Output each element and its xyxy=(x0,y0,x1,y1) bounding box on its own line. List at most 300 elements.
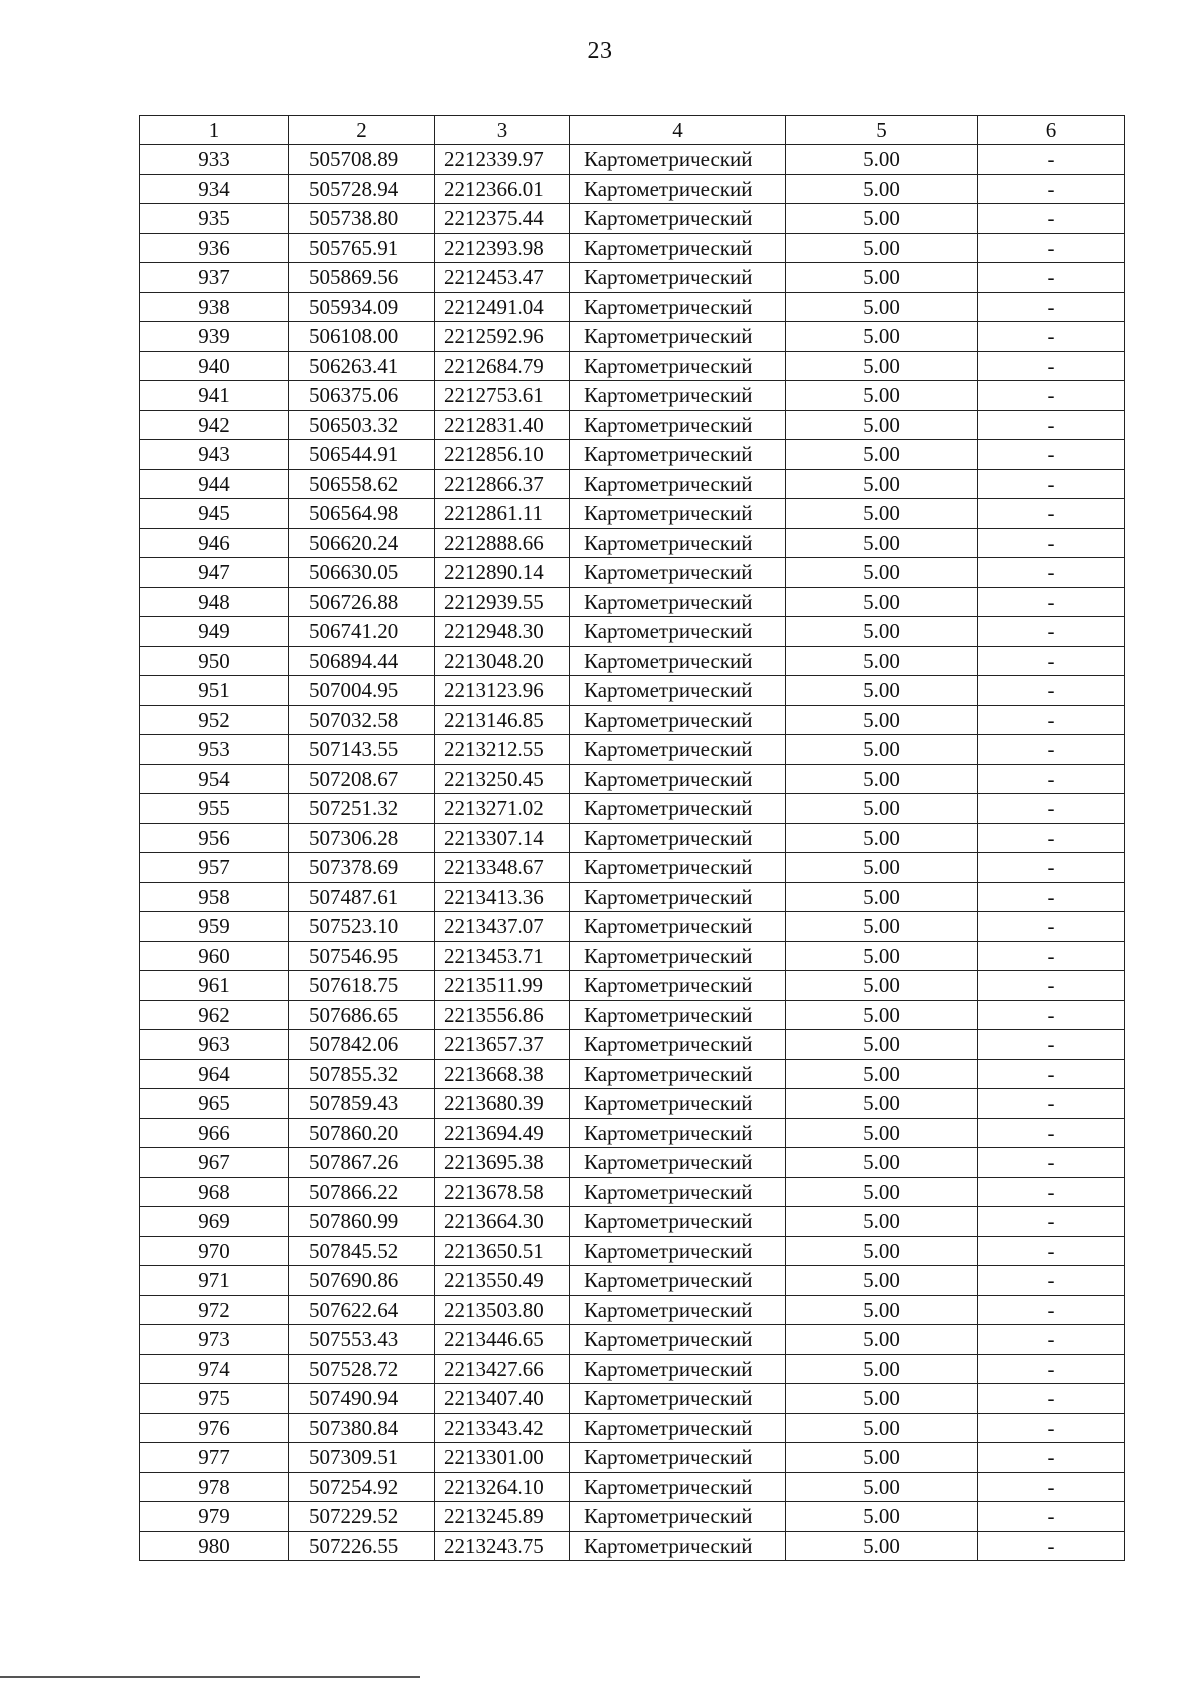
note-cell: - xyxy=(978,617,1125,647)
accuracy-cell: 5.00 xyxy=(786,204,978,234)
y-coordinate-cell: 2213245.89 xyxy=(435,1502,570,1532)
point-number-cell: 958 xyxy=(140,882,289,912)
note-cell: - xyxy=(978,764,1125,794)
note-cell: - xyxy=(978,1059,1125,1089)
method-cell: Картометрический xyxy=(570,912,786,942)
x-coordinate-cell: 505934.09 xyxy=(289,292,435,322)
accuracy-cell: 5.00 xyxy=(786,1472,978,1502)
y-coordinate-cell: 2213556.86 xyxy=(435,1000,570,1030)
note-cell: - xyxy=(978,1531,1125,1561)
point-number-cell: 953 xyxy=(140,735,289,765)
table-row xyxy=(140,292,1125,322)
y-coordinate-cell: 2213694.49 xyxy=(435,1118,570,1148)
x-coordinate-cell: 507251.32 xyxy=(289,794,435,824)
y-coordinate-cell: 2212939.55 xyxy=(435,587,570,617)
accuracy-cell: 5.00 xyxy=(786,735,978,765)
accuracy-cell: 5.00 xyxy=(786,1089,978,1119)
y-coordinate-cell: 2212339.97 xyxy=(435,145,570,175)
point-number-cell: 956 xyxy=(140,823,289,853)
method-cell: Картометрический xyxy=(570,941,786,971)
method-cell: Картометрический xyxy=(570,1384,786,1414)
method-cell: Картометрический xyxy=(570,646,786,676)
x-coordinate-cell: 507860.20 xyxy=(289,1118,435,1148)
x-coordinate-cell: 507309.51 xyxy=(289,1443,435,1473)
note-cell: - xyxy=(978,1030,1125,1060)
point-number-cell: 945 xyxy=(140,499,289,529)
table-row xyxy=(140,322,1125,352)
table-row xyxy=(140,1177,1125,1207)
note-cell: - xyxy=(978,440,1125,470)
x-coordinate-cell: 506620.24 xyxy=(289,528,435,558)
note-cell: - xyxy=(978,1413,1125,1443)
accuracy-cell: 5.00 xyxy=(786,174,978,204)
y-coordinate-cell: 2213678.58 xyxy=(435,1177,570,1207)
table-row xyxy=(140,941,1125,971)
x-coordinate-cell: 507842.06 xyxy=(289,1030,435,1060)
note-cell: - xyxy=(978,587,1125,617)
accuracy-cell: 5.00 xyxy=(786,1354,978,1384)
method-cell: Картометрический xyxy=(570,735,786,765)
point-number-cell: 976 xyxy=(140,1413,289,1443)
table-row xyxy=(140,1148,1125,1178)
method-cell: Картометрический xyxy=(570,971,786,1001)
point-number-cell: 963 xyxy=(140,1030,289,1060)
x-coordinate-cell: 506630.05 xyxy=(289,558,435,588)
point-number-cell: 947 xyxy=(140,558,289,588)
y-coordinate-cell: 2213343.42 xyxy=(435,1413,570,1443)
point-number-cell: 950 xyxy=(140,646,289,676)
accuracy-cell: 5.00 xyxy=(786,528,978,558)
point-number-cell: 977 xyxy=(140,1443,289,1473)
point-number-cell: 975 xyxy=(140,1384,289,1414)
table-row xyxy=(140,587,1125,617)
y-coordinate-cell: 2212393.98 xyxy=(435,233,570,263)
x-coordinate-cell: 506558.62 xyxy=(289,469,435,499)
note-cell: - xyxy=(978,735,1125,765)
table-row xyxy=(140,351,1125,381)
accuracy-cell: 5.00 xyxy=(786,145,978,175)
x-coordinate-cell: 507487.61 xyxy=(289,882,435,912)
y-coordinate-cell: 2212684.79 xyxy=(435,351,570,381)
method-cell: Картометрический xyxy=(570,1413,786,1443)
header-cell-6: 6 xyxy=(978,116,1125,145)
method-cell: Картометрический xyxy=(570,764,786,794)
point-number-cell: 966 xyxy=(140,1118,289,1148)
x-coordinate-cell: 505869.56 xyxy=(289,263,435,293)
table-row xyxy=(140,410,1125,440)
method-cell: Картометрический xyxy=(570,204,786,234)
x-coordinate-cell: 507845.52 xyxy=(289,1236,435,1266)
x-coordinate-cell: 507855.32 xyxy=(289,1059,435,1089)
accuracy-cell: 5.00 xyxy=(786,941,978,971)
accuracy-cell: 5.00 xyxy=(786,233,978,263)
note-cell: - xyxy=(978,1384,1125,1414)
y-coordinate-cell: 2212948.30 xyxy=(435,617,570,647)
note-cell: - xyxy=(978,853,1125,883)
table-row xyxy=(140,381,1125,411)
table-row xyxy=(140,528,1125,558)
point-number-cell: 941 xyxy=(140,381,289,411)
point-number-cell: 969 xyxy=(140,1207,289,1237)
point-number-cell: 960 xyxy=(140,941,289,971)
y-coordinate-cell: 2213446.65 xyxy=(435,1325,570,1355)
point-number-cell: 971 xyxy=(140,1266,289,1296)
accuracy-cell: 5.00 xyxy=(786,292,978,322)
point-number-cell: 972 xyxy=(140,1295,289,1325)
y-coordinate-cell: 2212753.61 xyxy=(435,381,570,411)
y-coordinate-cell: 2213668.38 xyxy=(435,1059,570,1089)
note-cell: - xyxy=(978,1118,1125,1148)
note-cell: - xyxy=(978,646,1125,676)
x-coordinate-cell: 506894.44 xyxy=(289,646,435,676)
x-coordinate-cell: 507032.58 xyxy=(289,705,435,735)
method-cell: Картометрический xyxy=(570,823,786,853)
table-row xyxy=(140,174,1125,204)
method-cell: Картометрический xyxy=(570,440,786,470)
note-cell: - xyxy=(978,1207,1125,1237)
y-coordinate-cell: 2213511.99 xyxy=(435,971,570,1001)
y-coordinate-cell: 2213427.66 xyxy=(435,1354,570,1384)
x-coordinate-cell: 505728.94 xyxy=(289,174,435,204)
table-row xyxy=(140,971,1125,1001)
header-cell-3: 3 xyxy=(435,116,570,145)
table-row xyxy=(140,1354,1125,1384)
accuracy-cell: 5.00 xyxy=(786,794,978,824)
accuracy-cell: 5.00 xyxy=(786,676,978,706)
method-cell: Картометрический xyxy=(570,1148,786,1178)
y-coordinate-cell: 2212856.10 xyxy=(435,440,570,470)
x-coordinate-cell: 507859.43 xyxy=(289,1089,435,1119)
accuracy-cell: 5.00 xyxy=(786,1325,978,1355)
method-cell: Картометрический xyxy=(570,528,786,558)
y-coordinate-cell: 2213650.51 xyxy=(435,1236,570,1266)
x-coordinate-cell: 506375.06 xyxy=(289,381,435,411)
y-coordinate-cell: 2213146.85 xyxy=(435,705,570,735)
x-coordinate-cell: 507690.86 xyxy=(289,1266,435,1296)
method-cell: Картометрический xyxy=(570,558,786,588)
x-coordinate-cell: 505738.80 xyxy=(289,204,435,234)
note-cell: - xyxy=(978,410,1125,440)
method-cell: Картометрический xyxy=(570,499,786,529)
point-number-cell: 942 xyxy=(140,410,289,440)
point-number-cell: 948 xyxy=(140,587,289,617)
table-row xyxy=(140,1472,1125,1502)
point-number-cell: 965 xyxy=(140,1089,289,1119)
table-row xyxy=(140,1502,1125,1532)
x-coordinate-cell: 505708.89 xyxy=(289,145,435,175)
header-cell-5: 5 xyxy=(786,116,978,145)
x-coordinate-cell: 507306.28 xyxy=(289,823,435,853)
y-coordinate-cell: 2213271.02 xyxy=(435,794,570,824)
table-row xyxy=(140,1236,1125,1266)
point-number-cell: 978 xyxy=(140,1472,289,1502)
point-number-cell: 973 xyxy=(140,1325,289,1355)
point-number-cell: 979 xyxy=(140,1502,289,1532)
accuracy-cell: 5.00 xyxy=(786,1030,978,1060)
method-cell: Картометрический xyxy=(570,587,786,617)
note-cell: - xyxy=(978,1089,1125,1119)
x-coordinate-cell: 506503.32 xyxy=(289,410,435,440)
x-coordinate-cell: 507226.55 xyxy=(289,1531,435,1561)
accuracy-cell: 5.00 xyxy=(786,1177,978,1207)
y-coordinate-cell: 2213680.39 xyxy=(435,1089,570,1119)
point-number-cell: 949 xyxy=(140,617,289,647)
table-row xyxy=(140,617,1125,647)
y-coordinate-cell: 2212890.14 xyxy=(435,558,570,588)
y-coordinate-cell: 2213048.20 xyxy=(435,646,570,676)
accuracy-cell: 5.00 xyxy=(786,1413,978,1443)
note-cell: - xyxy=(978,351,1125,381)
x-coordinate-cell: 507143.55 xyxy=(289,735,435,765)
method-cell: Картометрический xyxy=(570,1472,786,1502)
accuracy-cell: 5.00 xyxy=(786,351,978,381)
x-coordinate-cell: 507867.26 xyxy=(289,1148,435,1178)
table-row xyxy=(140,1000,1125,1030)
note-cell: - xyxy=(978,971,1125,1001)
method-cell: Картометрический xyxy=(570,174,786,204)
table-row xyxy=(140,735,1125,765)
table-row xyxy=(140,1295,1125,1325)
note-cell: - xyxy=(978,1148,1125,1178)
x-coordinate-cell: 506544.91 xyxy=(289,440,435,470)
point-number-cell: 939 xyxy=(140,322,289,352)
note-cell: - xyxy=(978,145,1125,175)
note-cell: - xyxy=(978,912,1125,942)
accuracy-cell: 5.00 xyxy=(786,1443,978,1473)
y-coordinate-cell: 2212453.47 xyxy=(435,263,570,293)
note-cell: - xyxy=(978,528,1125,558)
y-coordinate-cell: 2213407.40 xyxy=(435,1384,570,1414)
y-coordinate-cell: 2212375.44 xyxy=(435,204,570,234)
table-row xyxy=(140,1531,1125,1561)
y-coordinate-cell: 2212866.37 xyxy=(435,469,570,499)
y-coordinate-cell: 2212491.04 xyxy=(435,292,570,322)
note-cell: - xyxy=(978,558,1125,588)
accuracy-cell: 5.00 xyxy=(786,823,978,853)
accuracy-cell: 5.00 xyxy=(786,1207,978,1237)
point-number-cell: 959 xyxy=(140,912,289,942)
x-coordinate-cell: 507208.67 xyxy=(289,764,435,794)
header-cell-2: 2 xyxy=(289,116,435,145)
y-coordinate-cell: 2213250.45 xyxy=(435,764,570,794)
note-cell: - xyxy=(978,1295,1125,1325)
x-coordinate-cell: 507866.22 xyxy=(289,1177,435,1207)
y-coordinate-cell: 2213348.67 xyxy=(435,853,570,883)
point-number-cell: 957 xyxy=(140,853,289,883)
table-row xyxy=(140,469,1125,499)
note-cell: - xyxy=(978,322,1125,352)
table-row xyxy=(140,204,1125,234)
footer-rule xyxy=(0,1676,420,1678)
point-number-cell: 946 xyxy=(140,528,289,558)
method-cell: Картометрический xyxy=(570,410,786,440)
point-number-cell: 980 xyxy=(140,1531,289,1561)
accuracy-cell: 5.00 xyxy=(786,1000,978,1030)
accuracy-cell: 5.00 xyxy=(786,1266,978,1296)
point-number-cell: 943 xyxy=(140,440,289,470)
note-cell: - xyxy=(978,1177,1125,1207)
note-cell: - xyxy=(978,1266,1125,1296)
method-cell: Картометрический xyxy=(570,1502,786,1532)
header-row xyxy=(140,116,1125,145)
accuracy-cell: 5.00 xyxy=(786,558,978,588)
method-cell: Картометрический xyxy=(570,1236,786,1266)
table-row xyxy=(140,705,1125,735)
point-number-cell: 944 xyxy=(140,469,289,499)
point-number-cell: 954 xyxy=(140,764,289,794)
method-cell: Картометрический xyxy=(570,617,786,647)
accuracy-cell: 5.00 xyxy=(786,1118,978,1148)
y-coordinate-cell: 2213453.71 xyxy=(435,941,570,971)
note-cell: - xyxy=(978,174,1125,204)
accuracy-cell: 5.00 xyxy=(786,1384,978,1414)
point-number-cell: 951 xyxy=(140,676,289,706)
x-coordinate-cell: 507490.94 xyxy=(289,1384,435,1414)
note-cell: - xyxy=(978,263,1125,293)
method-cell: Картометрический xyxy=(570,1266,786,1296)
table-row xyxy=(140,499,1125,529)
table-row xyxy=(140,1266,1125,1296)
method-cell: Картометрический xyxy=(570,676,786,706)
x-coordinate-cell: 507380.84 xyxy=(289,1413,435,1443)
point-number-cell: 935 xyxy=(140,204,289,234)
method-cell: Картометрический xyxy=(570,381,786,411)
note-cell: - xyxy=(978,233,1125,263)
table-row xyxy=(140,794,1125,824)
method-cell: Картометрический xyxy=(570,794,786,824)
y-coordinate-cell: 2213212.55 xyxy=(435,735,570,765)
method-cell: Картометрический xyxy=(570,1118,786,1148)
table-row xyxy=(140,882,1125,912)
y-coordinate-cell: 2212366.01 xyxy=(435,174,570,204)
y-coordinate-cell: 2213413.36 xyxy=(435,882,570,912)
method-cell: Картометрический xyxy=(570,263,786,293)
y-coordinate-cell: 2213657.37 xyxy=(435,1030,570,1060)
table-row xyxy=(140,1443,1125,1473)
table-row xyxy=(140,912,1125,942)
accuracy-cell: 5.00 xyxy=(786,646,978,676)
table-row xyxy=(140,145,1125,175)
x-coordinate-cell: 507229.52 xyxy=(289,1502,435,1532)
point-number-cell: 970 xyxy=(140,1236,289,1266)
accuracy-cell: 5.00 xyxy=(786,1502,978,1532)
y-coordinate-cell: 2212888.66 xyxy=(435,528,570,558)
x-coordinate-cell: 506263.41 xyxy=(289,351,435,381)
coordinates-table xyxy=(139,115,1125,1561)
x-coordinate-cell: 507860.99 xyxy=(289,1207,435,1237)
note-cell: - xyxy=(978,381,1125,411)
method-cell: Картометрический xyxy=(570,1354,786,1384)
y-coordinate-cell: 2213123.96 xyxy=(435,676,570,706)
accuracy-cell: 5.00 xyxy=(786,1531,978,1561)
note-cell: - xyxy=(978,941,1125,971)
method-cell: Картометрический xyxy=(570,1089,786,1119)
table-row xyxy=(140,676,1125,706)
note-cell: - xyxy=(978,1502,1125,1532)
note-cell: - xyxy=(978,204,1125,234)
point-number-cell: 933 xyxy=(140,145,289,175)
note-cell: - xyxy=(978,1325,1125,1355)
method-cell: Картометрический xyxy=(570,1207,786,1237)
point-number-cell: 962 xyxy=(140,1000,289,1030)
y-coordinate-cell: 2212861.11 xyxy=(435,499,570,529)
accuracy-cell: 5.00 xyxy=(786,469,978,499)
x-coordinate-cell: 507523.10 xyxy=(289,912,435,942)
accuracy-cell: 5.00 xyxy=(786,322,978,352)
point-number-cell: 968 xyxy=(140,1177,289,1207)
method-cell: Картометрический xyxy=(570,1059,786,1089)
accuracy-cell: 5.00 xyxy=(786,853,978,883)
accuracy-cell: 5.00 xyxy=(786,764,978,794)
point-number-cell: 961 xyxy=(140,971,289,1001)
note-cell: - xyxy=(978,1236,1125,1266)
note-cell: - xyxy=(978,705,1125,735)
accuracy-cell: 5.00 xyxy=(786,440,978,470)
accuracy-cell: 5.00 xyxy=(786,617,978,647)
accuracy-cell: 5.00 xyxy=(786,912,978,942)
x-coordinate-cell: 507546.95 xyxy=(289,941,435,971)
table-row xyxy=(140,823,1125,853)
method-cell: Картометрический xyxy=(570,705,786,735)
x-coordinate-cell: 507622.64 xyxy=(289,1295,435,1325)
x-coordinate-cell: 507686.65 xyxy=(289,1000,435,1030)
point-number-cell: 940 xyxy=(140,351,289,381)
note-cell: - xyxy=(978,794,1125,824)
point-number-cell: 937 xyxy=(140,263,289,293)
table-row xyxy=(140,1089,1125,1119)
point-number-cell: 974 xyxy=(140,1354,289,1384)
point-number-cell: 934 xyxy=(140,174,289,204)
method-cell: Картометрический xyxy=(570,322,786,352)
y-coordinate-cell: 2213695.38 xyxy=(435,1148,570,1178)
header-cell-4: 4 xyxy=(570,116,786,145)
table-header xyxy=(140,116,1125,145)
note-cell: - xyxy=(978,469,1125,499)
table-row xyxy=(140,1207,1125,1237)
accuracy-cell: 5.00 xyxy=(786,1236,978,1266)
method-cell: Картометрический xyxy=(570,853,786,883)
table-row xyxy=(140,233,1125,263)
method-cell: Картометрический xyxy=(570,1443,786,1473)
table-row xyxy=(140,558,1125,588)
y-coordinate-cell: 2213664.30 xyxy=(435,1207,570,1237)
point-number-cell: 955 xyxy=(140,794,289,824)
x-coordinate-cell: 507254.92 xyxy=(289,1472,435,1502)
page-number: 23 xyxy=(587,38,613,64)
table-row xyxy=(140,1059,1125,1089)
table-row xyxy=(140,263,1125,293)
x-coordinate-cell: 506564.98 xyxy=(289,499,435,529)
table-row xyxy=(140,764,1125,794)
table-row xyxy=(140,440,1125,470)
x-coordinate-cell: 506108.00 xyxy=(289,322,435,352)
accuracy-cell: 5.00 xyxy=(786,587,978,617)
y-coordinate-cell: 2213301.00 xyxy=(435,1443,570,1473)
note-cell: - xyxy=(978,882,1125,912)
method-cell: Картометрический xyxy=(570,882,786,912)
accuracy-cell: 5.00 xyxy=(786,882,978,912)
x-coordinate-cell: 506726.88 xyxy=(289,587,435,617)
method-cell: Картометрический xyxy=(570,292,786,322)
note-cell: - xyxy=(978,499,1125,529)
accuracy-cell: 5.00 xyxy=(786,499,978,529)
x-coordinate-cell: 507004.95 xyxy=(289,676,435,706)
table-row xyxy=(140,1030,1125,1060)
y-coordinate-cell: 2213550.49 xyxy=(435,1266,570,1296)
point-number-cell: 952 xyxy=(140,705,289,735)
method-cell: Картометрический xyxy=(570,1325,786,1355)
method-cell: Картометрический xyxy=(570,351,786,381)
